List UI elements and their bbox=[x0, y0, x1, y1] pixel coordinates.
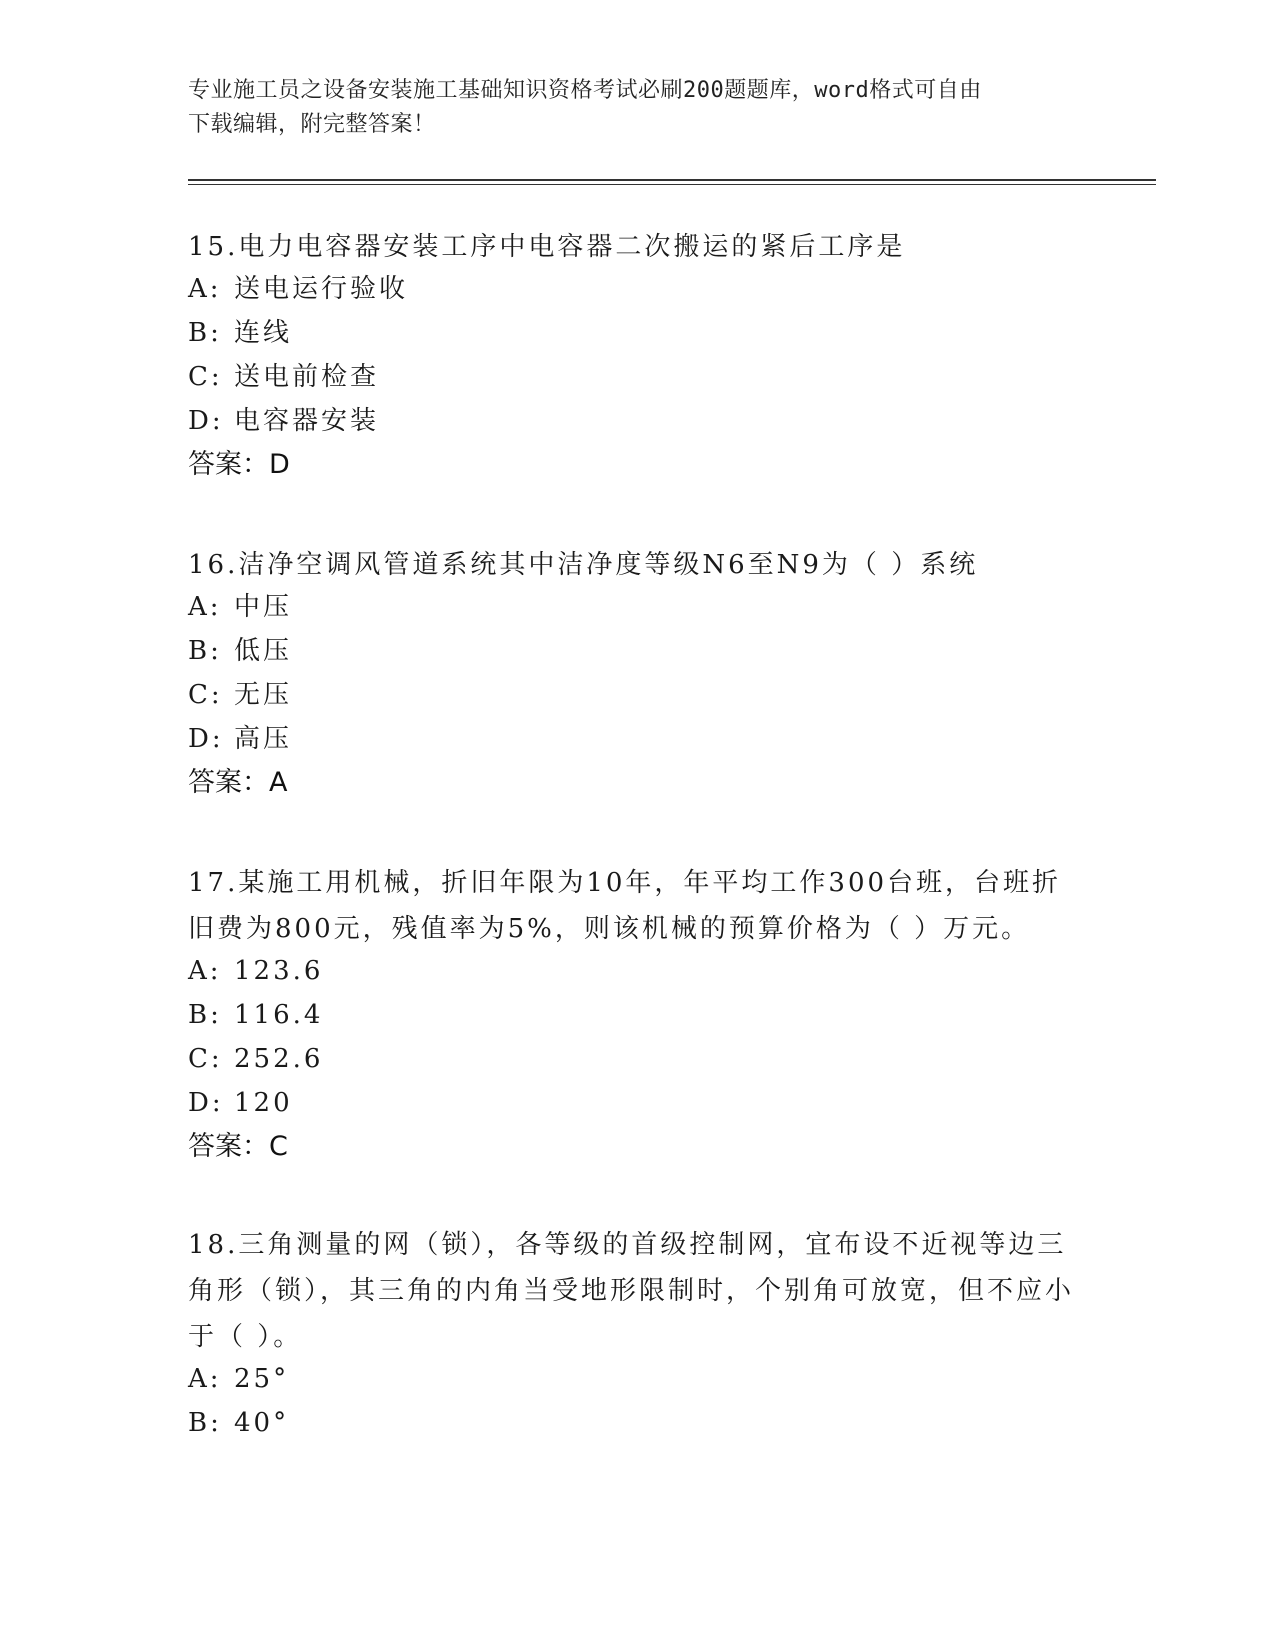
option-letter: B: bbox=[188, 1408, 222, 1438]
question-17-answer: 答案：C bbox=[188, 1131, 288, 1162]
question-16-option-b bbox=[188, 634, 292, 668]
question-17-option-a bbox=[188, 954, 323, 988]
question-16-option-a bbox=[188, 590, 292, 624]
option-letter: A: bbox=[188, 956, 222, 986]
option-text: 送电运行验收 bbox=[234, 274, 409, 304]
option-text: 123.6 bbox=[234, 956, 324, 986]
question-15-stem: 15.电力电容器安装工序中电容器二次搬运的紧后工序是 bbox=[188, 232, 906, 262]
option-letter: A: bbox=[188, 592, 222, 622]
option-text: 电容器安装 bbox=[234, 406, 380, 436]
option-letter: D: bbox=[188, 724, 224, 754]
option-text: 25° bbox=[234, 1364, 290, 1394]
question-15-answer: 答案：D bbox=[188, 449, 290, 480]
option-text: 低压 bbox=[234, 636, 293, 666]
option-letter: A: bbox=[188, 274, 222, 304]
question-15-option-a bbox=[188, 272, 408, 306]
question-18-stem: 18.三角测量的网（锁），各等级的首级控制网，宜布设不近视等边三角形（锁），其三角的内角当受地形限制时，个别角可放宽，但不应小于（ ）。 bbox=[188, 1230, 1075, 1352]
option-letter: B: bbox=[188, 636, 222, 666]
question-17-option-d bbox=[188, 1086, 293, 1120]
option-text: 高压 bbox=[234, 724, 293, 754]
question-15-option-c bbox=[188, 360, 379, 394]
header-divider bbox=[188, 179, 1156, 181]
option-letter: D: bbox=[188, 1088, 224, 1118]
option-letter: C: bbox=[188, 362, 223, 392]
question-16-option-d bbox=[188, 722, 292, 756]
option-text: 40° bbox=[234, 1408, 290, 1438]
option-text: 中压 bbox=[234, 592, 293, 622]
header-divider-thin bbox=[188, 184, 1156, 185]
option-text: 无压 bbox=[234, 680, 293, 710]
option-letter: C: bbox=[188, 1044, 223, 1074]
question-15-option-d bbox=[188, 404, 379, 438]
document-header bbox=[188, 74, 1088, 142]
question-15-option-b bbox=[188, 316, 292, 350]
option-text: 120 bbox=[234, 1088, 293, 1118]
question-17-option-b bbox=[188, 998, 323, 1032]
question-17-option-c bbox=[188, 1042, 323, 1076]
option-text: 116.4 bbox=[234, 1000, 324, 1030]
option-letter: C: bbox=[188, 680, 223, 710]
option-letter: B: bbox=[188, 318, 222, 348]
question-16-option-c bbox=[188, 678, 292, 712]
question-16-stem: 16.洁净空调风管道系统其中洁净度等级N6至N9为（ ）系统 bbox=[188, 550, 979, 580]
question-16-answer: 答案：A bbox=[188, 767, 288, 798]
header-line-1: 专业施工员之设备安装施工基础知识资格考试必刷200题题库，word格式可自由 bbox=[188, 78, 982, 103]
header-line-2: 下载编辑，附完整答案！ bbox=[188, 112, 436, 137]
option-letter: D: bbox=[188, 406, 224, 436]
option-text: 252.6 bbox=[234, 1044, 324, 1074]
option-letter: A: bbox=[188, 1364, 222, 1394]
question-18-option-b bbox=[188, 1406, 289, 1440]
option-letter: B: bbox=[188, 1000, 222, 1030]
option-text: 送电前检查 bbox=[234, 362, 380, 392]
question-18-option-a bbox=[188, 1362, 289, 1396]
question-17-stem: 17.某施工用机械，折旧年限为10年，年平均工作300台班，台班折旧费为800元，残值率为5%，则该机械的预算价格为（ ）万元。 bbox=[188, 868, 1062, 944]
option-text: 连线 bbox=[234, 318, 293, 348]
